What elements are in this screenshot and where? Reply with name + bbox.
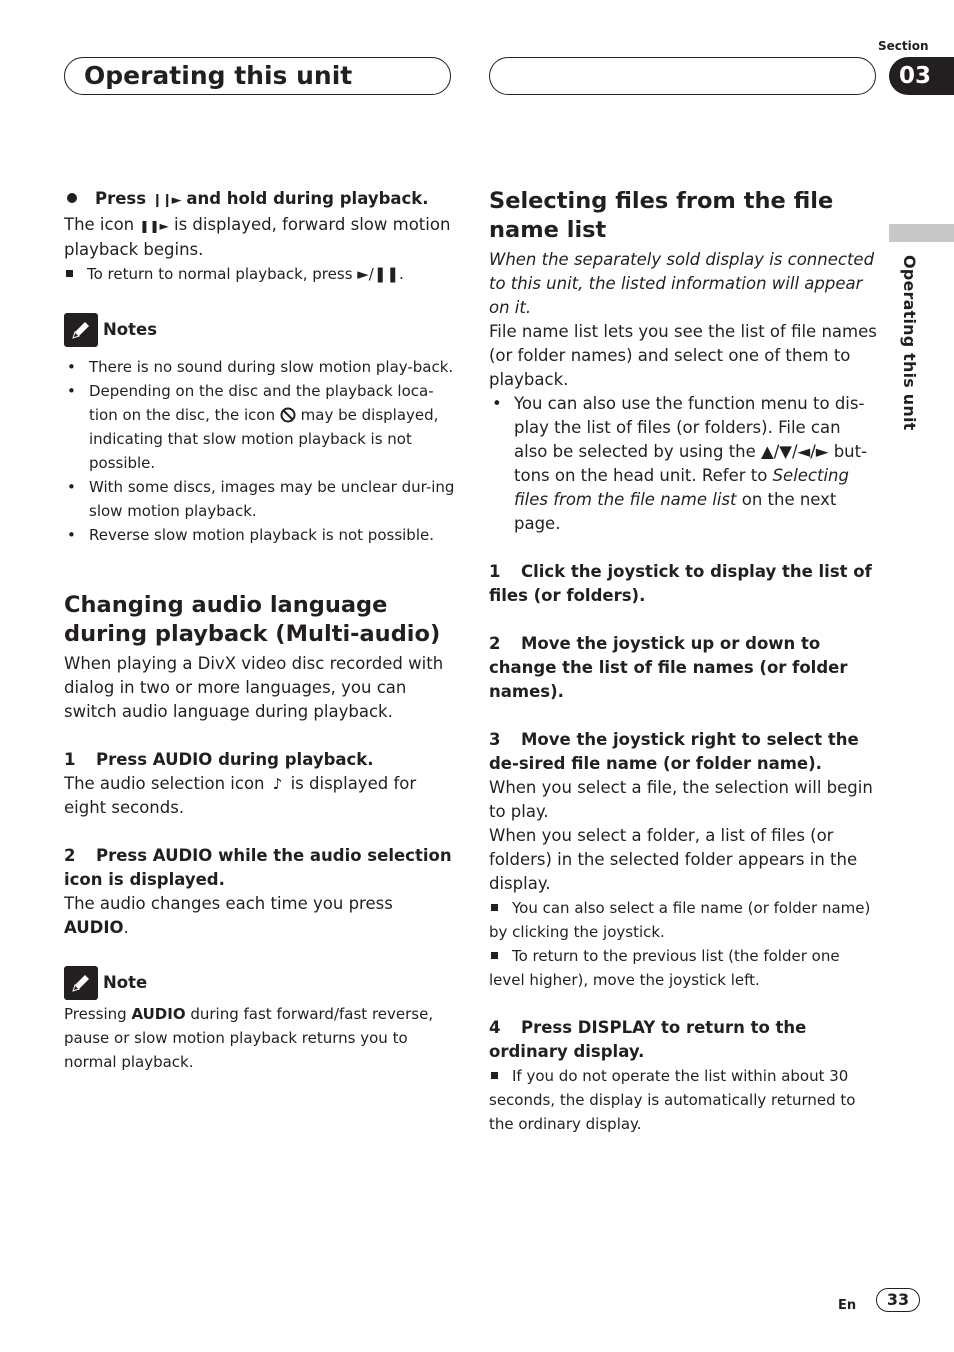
audio-section-heading: Changing audio language during playback (Multi-audio) (64, 592, 441, 647)
square-bullet-icon (491, 952, 498, 959)
note-item: • There is no sound during slow motion play-back. (67, 358, 454, 376)
audio-step-2: 2 Press AUDIO while the audio selection icon is displayed. (64, 846, 452, 889)
audio-note-text: Pressing AUDIO during fast forward/fast reverse, pause or slow motion playback returns you to normal playback. (64, 1005, 434, 1071)
note-item: • Reverse slow motion playback is not possible. (67, 526, 434, 544)
section-number: 03 (889, 57, 954, 95)
file-list-heading: Selecting files from the file name list (489, 188, 834, 243)
right-column (489, 187, 879, 1136)
note-item: • With some discs, images may be unclear dur-ing slow motion playback. (67, 478, 455, 520)
file-step-3: 3 Move the joystick right to select the de-sired file name (or folder name). (489, 730, 859, 773)
section-label: Section (878, 39, 929, 53)
slow-forward-icon: ❙❙► (151, 193, 181, 208)
audio-note-icon: ♪ (272, 775, 283, 793)
notes-header (64, 313, 456, 347)
file-step-4-tip: If you do not operate the list within about 30 seconds, the display is automatically returned to the ordinary display. (489, 1067, 856, 1133)
square-bullet-icon (66, 270, 73, 277)
pencil-note-icon (64, 313, 98, 347)
notes-title: Notes (103, 320, 158, 339)
file-step-3-tip-1: You can also select a file name (or folder name) by clicking the joystick. (489, 899, 871, 941)
blank-title-frame (489, 57, 876, 95)
file-step-4: 4 Press DISPLAY to return to the ordinary display. (489, 1018, 807, 1061)
pencil-note-icon (64, 966, 98, 1000)
slow-motion-step: Press ❙❙► and hold during playback. (64, 187, 456, 213)
page-number: 33 (876, 1288, 920, 1312)
file-step-1: 1 Click the joystick to display the list of files (or folders). (489, 562, 872, 605)
side-tab-label: Operating this unit (900, 255, 919, 431)
file-step-3-body-2: When you select a folder, a list of files (or folders) in the selected folder appears in the display. (489, 826, 858, 893)
file-step-2: 2 Move the joystick up or down to change the list of file names (or folder names). (489, 634, 848, 701)
left-column (64, 187, 456, 1074)
audio-step-2-body: The audio changes each time you press AUDIO. (64, 894, 393, 937)
side-tab-marker (889, 224, 954, 242)
file-step-3-body-1: When you select a file, the selection will begin to play. (489, 778, 873, 821)
note-title: Note (103, 973, 148, 992)
file-step-3-tip-2: To return to the previous list (the folder one level higher), move the joystick left. (489, 947, 840, 989)
note-header (64, 966, 456, 1000)
file-list-intro-italic: When the separately sold display is connected to this unit, the listed information will appear on it. (489, 250, 875, 317)
note-item: • Depending on the disc and the playback loca-tion on the disc, the icon may be displayed, indicating that slow motion playback is not possible. (67, 382, 439, 472)
audio-step-1-body: The audio selection icon ♪ is displayed for eight seconds. (64, 774, 417, 817)
slow-return-note: To return to normal playback, press ►/❚❚. (64, 262, 456, 286)
function-menu-bullet: • You can also use the function menu to dis-play the list of files (or folders). File can also be selected by using the ▲/▼/◄/► but-tons on the head unit. Refer to Selecting files from the file name list on the next page. (492, 394, 868, 533)
audio-step-1: 1 Press AUDIO during playback. (64, 750, 374, 769)
square-bullet-icon (491, 1072, 498, 1079)
bullet-dot-icon (67, 193, 77, 203)
audio-intro: When playing a DivX video disc recorded with dialog in two or more languages, you can switch audio language during playback. (64, 654, 444, 721)
language-code: En (838, 1298, 857, 1313)
file-list-intro: File name list lets you see the list of file names (or folder names) and select one of them to playback. (489, 322, 877, 389)
slow-motion-icon: ❚❚► (139, 219, 169, 233)
square-bullet-icon (491, 904, 498, 911)
prohibited-icon (280, 406, 296, 422)
page-title: Operating this unit (84, 61, 353, 90)
slow-motion-body: The icon ❚❚► is displayed, forward slow motion playback begins. (64, 215, 451, 259)
